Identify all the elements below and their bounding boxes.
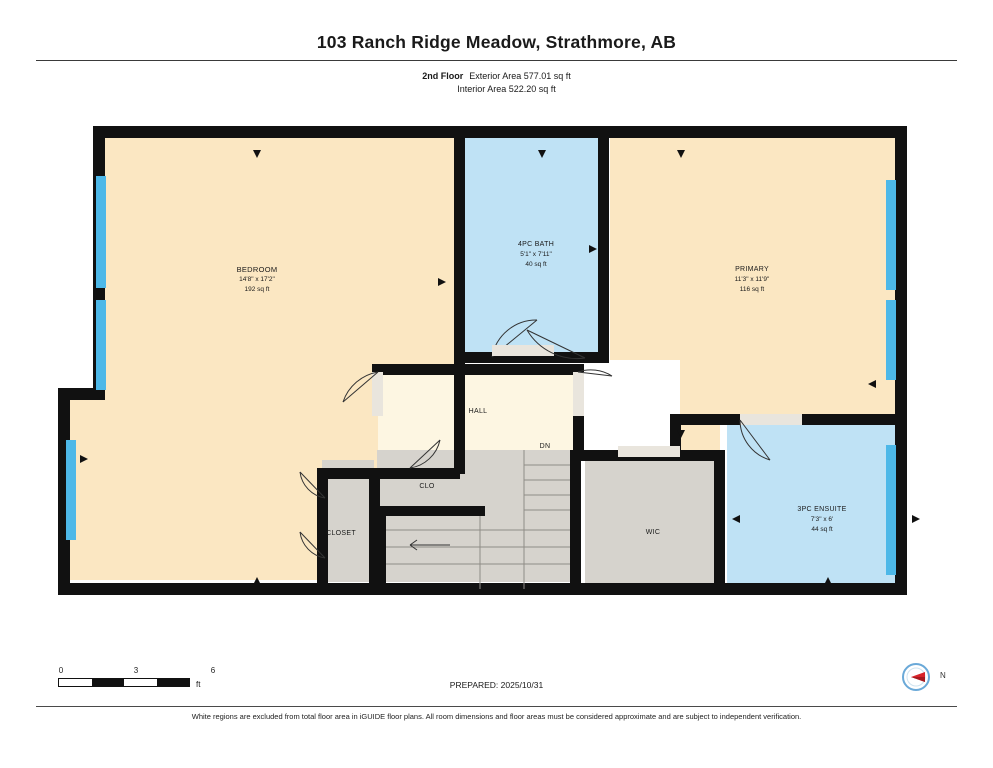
- window-primary-right-lower: [886, 300, 896, 380]
- page-title: 103 Ranch Ridge Meadow, Strathmore, AB: [316, 32, 677, 52]
- room-dimensions: 11'3" x 11'9": [734, 276, 770, 283]
- scale-tick-0: 0: [58, 666, 64, 675]
- room-name: DN: [539, 443, 551, 450]
- floor-interior-row: [0, 83, 993, 96]
- compass-rose: [898, 662, 958, 692]
- room-fill-wic: [585, 455, 720, 583]
- room-fill-primary: [610, 138, 895, 450]
- disclaimer-divider: [36, 706, 957, 707]
- room-name: BEDROOM: [236, 265, 278, 274]
- room-name: PRIMARY: [735, 266, 769, 273]
- title-divider: [36, 60, 957, 61]
- exterior-area: Exterior Area 577.01 sq ft: [469, 71, 571, 81]
- room-area: 116 sq ft: [739, 286, 765, 293]
- room-fill-bath: [465, 138, 598, 353]
- scale-tick-1: 3: [133, 666, 139, 675]
- room-name: 3PC ENSUITE: [797, 506, 847, 513]
- room-area: 44 sq ft: [811, 526, 833, 533]
- disclaimer-text: White regions are excluded from total floor area in iGUIDE floor plans. All room dimensions and floor areas must be considered approximate and are subject to independent verification.: [191, 712, 802, 721]
- room-dimensions: 5'1" x 7'11": [520, 251, 552, 258]
- prepared-date: PREPARED: 2025/10/31: [449, 680, 544, 690]
- floor-plan-drawing: [40, 120, 953, 630]
- room-dimensions: 14'8" x 17'2": [239, 276, 275, 283]
- room-name: HALL: [468, 408, 488, 415]
- room-dimensions: 7'3" x 6': [810, 516, 834, 523]
- scale-ticks: [58, 666, 218, 678]
- window-primary-right-upper: [886, 180, 896, 290]
- window-bedroom-left: [96, 300, 106, 390]
- room-name: CLOSET: [326, 530, 356, 537]
- floor-label: 2nd Floor: [422, 71, 464, 81]
- scale-unit: ft: [196, 680, 201, 689]
- floor-summary: [0, 70, 993, 96]
- floor-exterior-row: [0, 70, 993, 83]
- room-name: CLO: [419, 483, 435, 490]
- room-name: 4PC BATH: [517, 241, 555, 248]
- window-ensuite-right: [886, 445, 896, 575]
- window-bedroom-lower-left: [66, 440, 76, 540]
- scale-tick-2: 6: [210, 666, 216, 675]
- window-bedroom-top-left: [96, 176, 106, 288]
- room-area: 192 sq ft: [244, 286, 270, 293]
- room-area: 40 sq ft: [525, 261, 547, 268]
- compass-north-label: N: [940, 671, 946, 680]
- room-fill-hall: [378, 370, 578, 450]
- interior-area: Interior Area 522.20 sq ft: [457, 84, 556, 94]
- room-name: WIC: [645, 529, 661, 536]
